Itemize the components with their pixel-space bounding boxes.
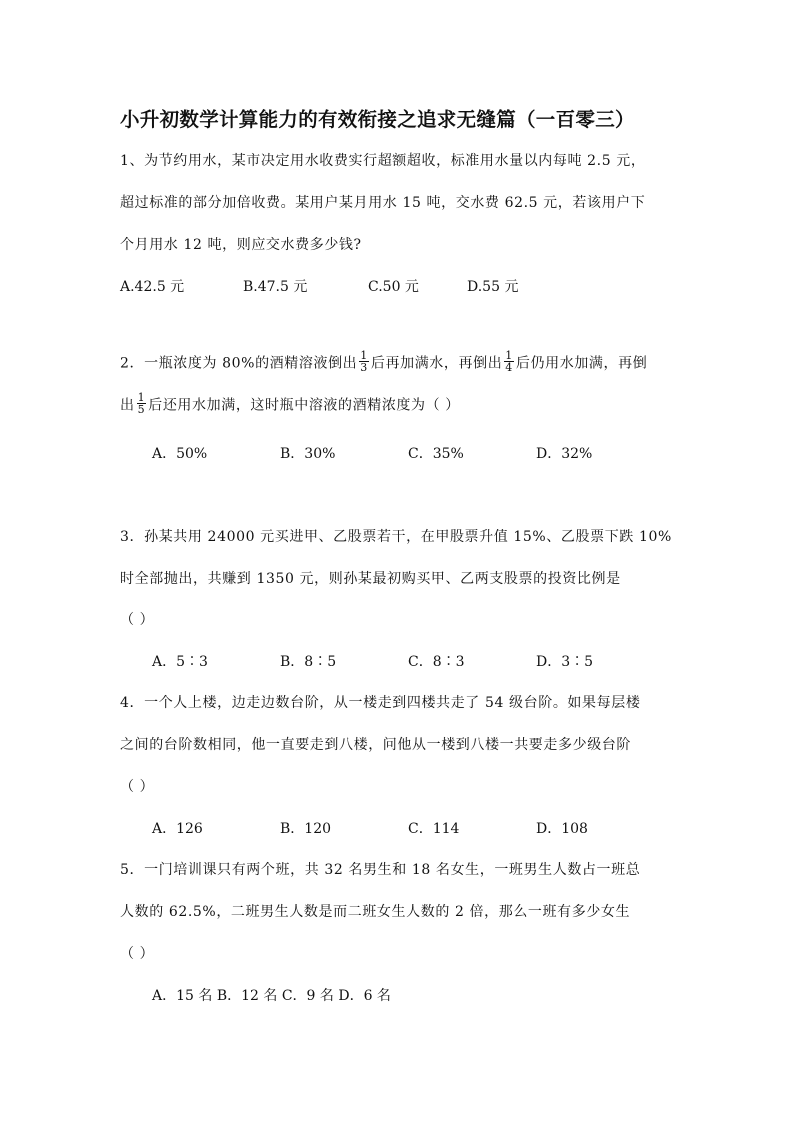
q3-option-d: D．3∶5	[536, 654, 594, 670]
fraction-denominator: 5	[137, 403, 146, 416]
q4-option-d: D．108	[536, 821, 588, 837]
q3-option-b: B．8∶5	[280, 654, 337, 670]
q1-line-1: 1、为节约用水，某市决定用水收费实行超额超收，标准用水量以内每吨 2.5 元，	[120, 153, 646, 169]
q3-option-c: C．8∶3	[408, 654, 465, 670]
q2-line-1	[120, 349, 648, 375]
q3-option-a: A．5∶3	[152, 654, 208, 670]
q4-option-a: A．126	[152, 821, 203, 837]
q5-line-2: 人数的 62.5%，二班男生人数是而二班女生人数的 2 倍，那么一班有多少女生	[120, 904, 631, 920]
q1-line-3: 个月用水 12 吨，则应交水费多少钱?	[120, 237, 362, 253]
fraction-denominator: 3	[360, 361, 368, 374]
q2-text-1c: 后仍用水加满，再倒	[515, 355, 648, 372]
q4-line-3: （ ）	[120, 779, 155, 795]
q2-text-1b: 后再加满水，再倒出	[370, 355, 503, 372]
q4-option-c: C．114	[408, 821, 460, 837]
q2-text-2b: 后还用水加满，这时瓶中溶液的酒精浓度为（ ）	[148, 397, 460, 414]
q2-line-2	[120, 391, 460, 417]
q1-option-c: C.50 元	[368, 279, 419, 295]
fraction-numerator: 1	[505, 349, 513, 362]
q1-option-b: B.47.5 元	[243, 279, 308, 295]
fraction-numerator: 1	[137, 391, 146, 404]
q3-line-2: 时全部抛出，共赚到 1350 元，则孙某最初购买甲、乙两支股票的投资比例是	[120, 571, 621, 587]
q5-line-3: （ ）	[120, 946, 155, 962]
q2-option-a: A．50%	[152, 446, 208, 462]
q1-option-a: A.42.5 元	[120, 279, 185, 295]
page-title: 小升初数学计算能力的有效衔接之追求无缝篇（一百零三）	[120, 108, 635, 131]
q4-option-b: B．120	[280, 821, 332, 837]
q2-option-b: B．30%	[280, 446, 336, 462]
q2-option-d: D．32%	[536, 446, 593, 462]
q2-text-1a: 2．一瓶浓度为 80%的酒精溶液倒出	[120, 355, 358, 372]
q4-line-1: 4．一个人上楼，边走边数台阶，从一楼走到四楼共走了 54 级台阶。如果每层楼	[120, 695, 641, 711]
q2-option-c: C．35%	[408, 446, 464, 462]
fraction-denominator: 4	[505, 361, 513, 374]
q4-line-2: 之间的台阶数相同，他一直要走到八楼，问他从一楼到八楼一共要走多少级台阶	[120, 737, 631, 753]
q1-line-2: 超过标准的部分加倍收费。某用户某月用水 15 吨，交水费 62.5 元，若该用户下	[120, 195, 646, 211]
q3-line-3: （ ）	[120, 612, 155, 628]
fraction-one-quarter	[504, 350, 514, 373]
q3-line-1: 3．孙某共用 24000 元买进甲、乙股票若干，在甲股票升值 15%、乙股票下跌 10%	[120, 529, 672, 545]
q1-option-d: D.55 元	[467, 279, 519, 295]
fraction-one-fifth	[137, 392, 147, 415]
q2-text-2a: 出	[120, 397, 135, 414]
fraction-one-third	[359, 350, 369, 373]
q5-options: A．15 名 B．12 名 C．9 名 D．6 名	[152, 988, 391, 1004]
q5-line-1: 5．一门培训课只有两个班，共 32 名男生和 18 名女生，一班男生人数占一班总	[120, 862, 641, 878]
fraction-numerator: 1	[360, 349, 368, 362]
